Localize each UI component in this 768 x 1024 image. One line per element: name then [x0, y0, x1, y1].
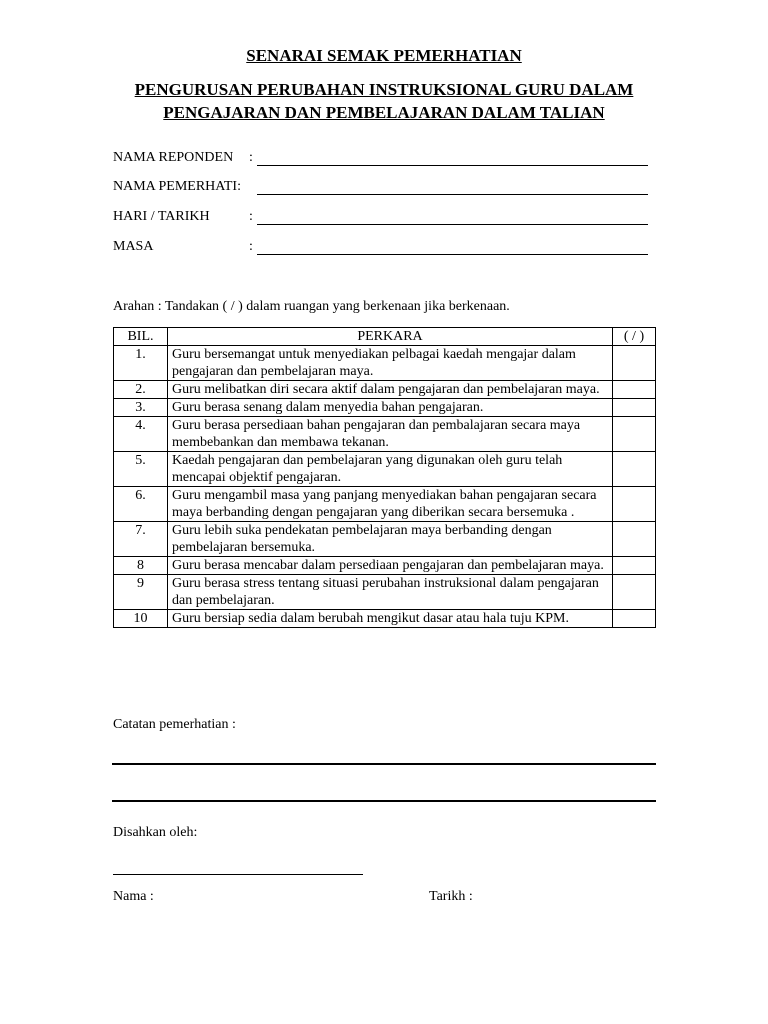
table-header-row	[114, 328, 656, 346]
fill-in-line[interactable]	[257, 254, 648, 255]
fill-in-line[interactable]	[257, 194, 648, 195]
form-subtitle-line2: PENGAJARAN DAN PEMBELAJARAN DALAM TALIAN	[163, 103, 605, 122]
row-number: 9	[114, 575, 168, 610]
row-statement: Guru berasa senang dalam menyedia bahan pengajaran.	[168, 399, 613, 417]
field-label: NAMA PEMERHATI:	[113, 179, 241, 194]
form-title: SENARAI SEMAK PEMERHATIAN	[246, 46, 522, 65]
table-row	[114, 452, 656, 487]
name-label: Nama :	[113, 889, 154, 904]
table-row	[114, 487, 656, 522]
tick-cell[interactable]	[613, 557, 656, 575]
row-statement: Guru bersiap sedia dalam berubah mengikut dasar atau hala tuju KPM.	[168, 610, 613, 628]
field-colon: :	[249, 209, 253, 224]
row-statement: Guru mengambil masa yang panjang menyediakan bahan pengajaran secara maya berbanding dengan pengajaran yang diberikan secara bersemuka .	[168, 487, 613, 522]
tick-cell[interactable]	[613, 346, 656, 381]
table-row	[114, 381, 656, 399]
notes-line[interactable]	[112, 763, 656, 765]
approval-label: Disahkan oleh:	[113, 825, 198, 840]
fill-in-line[interactable]	[257, 224, 648, 225]
row-number: 6.	[114, 487, 168, 522]
row-number: 4.	[114, 417, 168, 452]
table-row	[114, 417, 656, 452]
row-number: 3.	[114, 399, 168, 417]
signature-line[interactable]	[113, 874, 363, 875]
tick-cell[interactable]	[613, 452, 656, 487]
field-colon: :	[249, 239, 253, 254]
checklist-table	[113, 327, 656, 628]
instruction-text: Arahan : Tandakan ( / ) dalam ruangan yang berkenaan jika berkenaan.	[113, 299, 510, 314]
table-row	[114, 610, 656, 628]
fill-in-line[interactable]	[257, 165, 648, 166]
row-statement: Guru lebih suka pendekatan pembelajaran maya berbanding dengan pembelajaran bersemuka.	[168, 522, 613, 557]
row-statement: Guru bersemangat untuk menyediakan pelbagai kaedah mengajar dalam pengajaran dan pembelajaran maya.	[168, 346, 613, 381]
header-bil: BIL.	[114, 328, 168, 346]
table-row	[114, 399, 656, 417]
tick-cell[interactable]	[613, 381, 656, 399]
row-statement: Guru melibatkan diri secara aktif dalam pengajaran dan pembelajaran maya.	[168, 381, 613, 399]
row-number: 7.	[114, 522, 168, 557]
table-row	[114, 557, 656, 575]
field-colon: :	[249, 150, 253, 165]
row-number: 10	[114, 610, 168, 628]
tick-cell[interactable]	[613, 417, 656, 452]
row-statement: Guru berasa mencabar dalam persediaan pengajaran dan pembelajaran maya.	[168, 557, 613, 575]
notes-line[interactable]	[112, 800, 656, 802]
date-label: Tarikh :	[429, 889, 473, 904]
row-number: 8	[114, 557, 168, 575]
field-label: HARI / TARIKH	[113, 209, 210, 224]
row-statement: Guru berasa stress tentang situasi perubahan instruksional dalam pengajaran dan pembelajaran.	[168, 575, 613, 610]
form-subtitle-line1: PENGURUSAN PERUBAHAN INSTRUKSIONAL GURU DALAM	[134, 80, 634, 99]
table-row	[114, 522, 656, 557]
row-statement: Guru berasa persediaan bahan pengajaran dan pembalajaran secara maya membebankan dan membawa tekanan.	[168, 417, 613, 452]
header-tick: ( / )	[613, 328, 656, 346]
row-number: 1.	[114, 346, 168, 381]
tick-cell[interactable]	[613, 522, 656, 557]
field-label: NAMA REPONDEN	[113, 150, 234, 165]
row-number: 2.	[114, 381, 168, 399]
notes-label: Catatan pemerhatian :	[113, 717, 236, 732]
tick-cell[interactable]	[613, 610, 656, 628]
row-number: 5.	[114, 452, 168, 487]
row-statement: Kaedah pengajaran dan pembelajaran yang digunakan oleh guru telah mencapai objektif pengajaran.	[168, 452, 613, 487]
tick-cell[interactable]	[613, 399, 656, 417]
tick-cell[interactable]	[613, 487, 656, 522]
table-row	[114, 575, 656, 610]
header-perkara: PERKARA	[168, 328, 613, 346]
table-row	[114, 346, 656, 381]
field-label: MASA	[113, 239, 154, 254]
tick-cell[interactable]	[613, 575, 656, 610]
